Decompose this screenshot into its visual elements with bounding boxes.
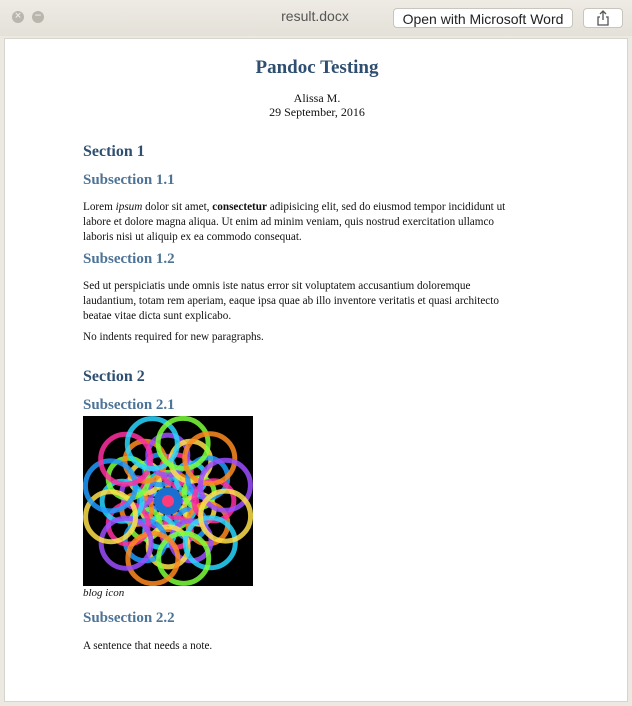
minimize-glyph: − [34, 11, 42, 21]
subsection-2-2-paragraph: A sentence that needs a note. [83, 640, 213, 652]
subsection-2-2-heading: Subsection 2.2 [83, 610, 175, 626]
minimize-icon[interactable] [32, 11, 44, 23]
bold-text: consectetur [212, 201, 267, 213]
subsection-1-2-note: No indents required for new paragraphs. [83, 331, 264, 343]
document-page [4, 38, 628, 702]
text-run: dolor sit amet, [142, 201, 213, 213]
italic-text: ipsum [115, 201, 143, 213]
document-date: 29 September, 2016 [269, 105, 365, 119]
subsection-1-1-paragraph [83, 200, 508, 245]
document-author: Alissa M. [293, 91, 341, 105]
close-glyph: × [14, 11, 22, 21]
title-bar [0, 0, 632, 36]
text-run: Lorem [83, 201, 116, 213]
kaleidoscope-image [83, 416, 253, 586]
subsection-2-1-heading: Subsection 2.1 [83, 397, 175, 413]
section-1-heading: Section 1 [83, 143, 145, 160]
text-run: adipisicing elit, sed do eiusmod tempor incididunt ut labore et dolore magna aliqua. Ut enim ad minim veniam, quis nostrud exercitation ullamco laboris nisi ut aliquip ex ea commodo consequat. [83, 201, 506, 243]
subsection-1-2-heading: Subsection 1.2 [83, 251, 175, 267]
section-2-heading: Section 2 [83, 368, 145, 385]
image-caption: blog icon [83, 587, 125, 599]
subsection-1-1-heading: Subsection 1.1 [83, 172, 175, 188]
share-icon [596, 10, 610, 26]
open-with-word-button[interactable]: Open with Microsoft Word [393, 8, 573, 28]
close-icon[interactable] [12, 11, 24, 23]
subsection-1-2-paragraph: Sed ut perspiciatis unde omnis iste natus error sit voluptatem accusantium doloremque laudantium, totam rem aperiam, eaque ipsa quae ab illo inventore veritatis et quasi architecto beatae vitae dicta sunt explicabo. [83, 280, 499, 322]
document-title: Pandoc Testing [255, 57, 379, 78]
share-button[interactable] [583, 8, 623, 28]
window-title: result.docx [281, 8, 349, 24]
